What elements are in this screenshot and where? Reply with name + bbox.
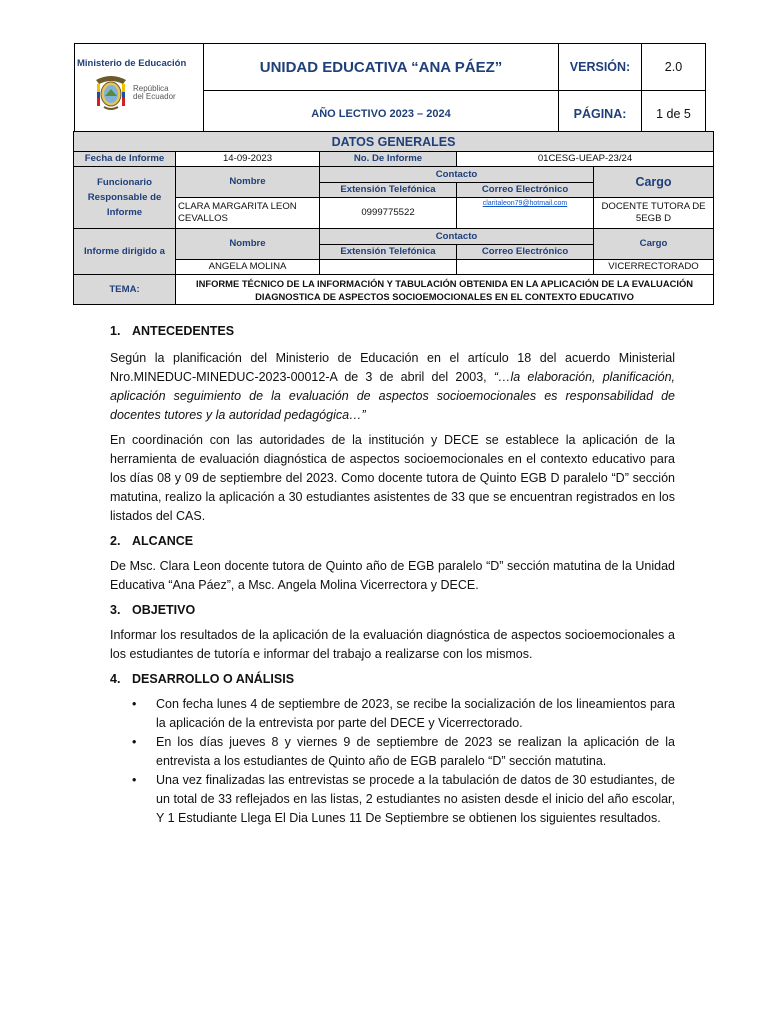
section-heading-desarrollo: 4. DESARROLLO O ANÁLISIS [110, 672, 295, 686]
cargo-header: Cargo [594, 167, 714, 198]
dirigido-contacto-header: Contacto [320, 229, 594, 245]
school-year: AÑO LECTIVO 2023 – 2024 [204, 91, 559, 138]
funcionario-label: Funcionario Responsable de Informe [74, 167, 176, 229]
section-heading-objetivo: 3. OBJETIVO [110, 603, 196, 617]
page-label: PÁGINA: [559, 91, 642, 138]
document-header [74, 43, 706, 138]
desarrollo-list [110, 695, 675, 828]
version-label: VERSIÓN: [559, 44, 642, 91]
funcionario-cargo: DOCENTE TUTORA DE 5EGB D [594, 198, 714, 229]
dirigido-cargo: VICERRECTORADO [594, 260, 714, 275]
objetivo-paragraph: Informar los resultados de la aplicación de la evaluación diagnóstica de aspectos socioemocionales a los estudiantes de tutoría e informar del trabajo a realizarse con los mismos. [110, 628, 675, 661]
school-name: UNIDAD EDUCATIVA “ANA PÁEZ” [204, 44, 559, 91]
list-item: • En los días jueves 8 y viernes 9 de septiembre de 2023 se realizan la aplicación de la entrevista a los estudiantes de Quinto año de EGB paralelo “D” sección matutina. [132, 735, 675, 768]
dirigido-correo-header: Correo Electrónico [457, 245, 594, 260]
dirigido-cargo-header: Cargo [594, 229, 714, 260]
fecha-label: Fecha de Informe [74, 152, 176, 167]
dirigido-nombre: ANGELA MOLINA [176, 260, 320, 275]
version-value: 2.0 [642, 44, 706, 91]
dirigido-telefono [320, 260, 457, 275]
tema-label: TEMA: [74, 275, 176, 305]
section-heading-alcance: 2. ALCANCE [110, 534, 194, 548]
numero-value: 01CESG-UEAP-23/24 [457, 152, 714, 167]
contacto-header: Contacto [320, 167, 594, 183]
ecuador-coat-of-arms-icon [93, 74, 129, 112]
dirigido-label: Informe dirigido a [74, 229, 176, 275]
list-item: • Una vez finalizadas las entrevistas se procede a la tabulación de datos de 30 estudiantes, de un total de 33 reflejados en las listas, 2 estudiantes no asisten desde el inicio del año escolar, Y 1 Estudiante Llega El Dia Lunes 11 De Septiembre se obtienen los siguientes resultados. [132, 773, 675, 825]
ministerio-label: Ministerio de Educación [77, 57, 187, 69]
funcionario-nombre: CLARA MARGARITA LEON CEVALLOS [176, 198, 320, 229]
report-body [110, 322, 675, 828]
republica-label: República del Ecuador [133, 83, 176, 101]
logo-cell [75, 44, 204, 138]
datos-generales-table [73, 131, 714, 305]
alcance-paragraph: De Msc. Clara Leon docente tutora de Quinto año de EGB paralelo “D” sección matutina de la Unidad Educativa “Ana Páez”, a Msc. Angela Molina Vicerrectora y DECE. [110, 559, 675, 592]
antecedentes-paragraph-2: En coordinación con las autoridades de la institución y DECE se establece la aplicación de la herramienta de evaluación diagnóstica de aspectos socioemocionales en el contexto educativo para los días 08 y 09 de septiembre del 2023. Como docente tutora de Quinto EGB D paralelo “D” sección matutina, realizo la aplicación a 30 estudiantes asistentes de 33 que se encuentran registrados en los listados del CAS. [110, 433, 675, 523]
antecedentes-paragraph-1: Según la planificación del Ministerio de Educación en el artículo 18 del acuerdo Ministerial Nro.MINEDUC-MINEDUC-2023-00012-A de 3 de abril del 2003, “…la elaboración, planificación, aplicación seguimiento de la evaluación de aspectos socioemocionales es responsabilidad de docentes tutores y la autoridad pedagógica…” [110, 351, 675, 422]
funcionario-correo-link[interactable]: claritaleon79@hotmail.com [457, 198, 594, 229]
dirigido-correo [457, 260, 594, 275]
funcionario-telefono: 0999775522 [320, 198, 457, 229]
section-heading-antecedentes: 1. ANTECEDENTES [110, 324, 235, 338]
tema-value: INFORME TÉCNICO DE LA INFORMACIÓN Y TABULACIÓN OBTENIDA EN LA APLICACIÓN DE LA EVALUACIÓN DIAGNOSTICA DE ASPECTOS SOCIOEMOCIONALES EN EL CONTEXTO EDUCATIVO [176, 275, 714, 305]
dirigido-extension-header: Extensión Telefónica [320, 245, 457, 260]
datos-generales-title: DATOS GENERALES [74, 132, 714, 152]
extension-header: Extensión Telefónica [320, 183, 457, 198]
numero-label: No. De Informe [320, 152, 457, 167]
fecha-value: 14-09-2023 [176, 152, 320, 167]
page-value: 1 de 5 [642, 91, 706, 138]
nombre-header: Nombre [176, 167, 320, 198]
list-item: • Con fecha lunes 4 de septiembre de 2023, se recibe la socialización de los lineamientos para la aplicación de la entrevista por parte del DECE y Vicerrectorado. [132, 697, 675, 730]
correo-header: Correo Electrónico [457, 183, 594, 198]
dirigido-nombre-header: Nombre [176, 229, 320, 260]
